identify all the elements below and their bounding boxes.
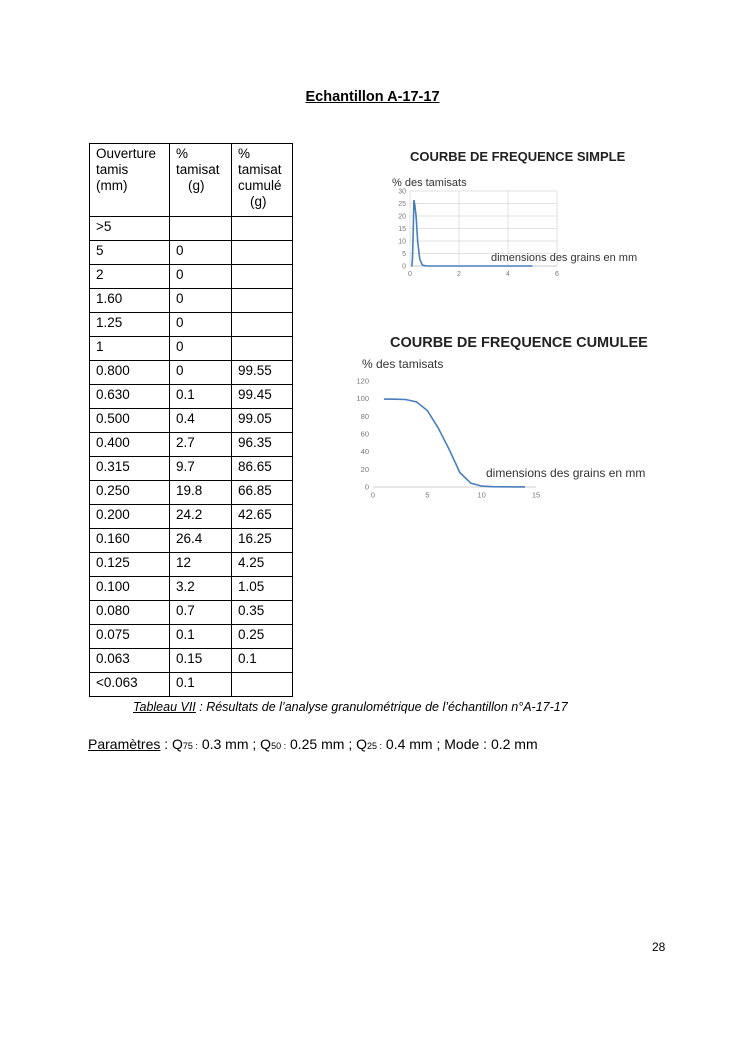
y-tick-label: 0 <box>364 482 369 492</box>
simple-frequency-chart <box>380 140 670 290</box>
q50-value: 0.25 mm ; <box>286 736 357 752</box>
y-tick-label: 10 <box>398 238 406 246</box>
q25-value: 0.4 mm ; Mode : 0.2 mm <box>382 736 538 752</box>
table-row <box>90 241 293 265</box>
table-cell: 0.35 <box>232 601 293 625</box>
q50-sub: 50 : <box>271 741 287 751</box>
y-tick-label: 20 <box>398 213 406 221</box>
table-cell <box>232 217 293 241</box>
table-cell: 0 <box>170 337 232 361</box>
y-tick-label: 100 <box>356 394 369 404</box>
table-cell: 0.4 <box>170 409 232 433</box>
y-tick-label: 30 <box>398 188 406 196</box>
table-row <box>90 673 293 697</box>
table-cell: >5 <box>90 217 170 241</box>
column-header <box>90 144 170 217</box>
q75-prefix: Q <box>172 736 183 752</box>
x-tick-label: 4 <box>506 271 510 278</box>
table-cell: 0.075 <box>90 625 170 649</box>
table-row <box>90 529 293 553</box>
table-row <box>90 385 293 409</box>
table-cell <box>232 289 293 313</box>
cumulative-frequency-chart <box>340 325 660 515</box>
table-cell: 0.1 <box>170 385 232 409</box>
q50-prefix: Q <box>260 736 272 752</box>
table-cell: 0 <box>170 313 232 337</box>
header-line: tamisat <box>238 162 282 177</box>
header-line: (g) <box>250 194 267 209</box>
table-cell: 0 <box>170 241 232 265</box>
table-cell: 99.05 <box>232 409 293 433</box>
table-cell: 0.250 <box>90 481 170 505</box>
y-tick-label: 0 <box>402 263 406 271</box>
table-cell: 0.1 <box>232 649 293 673</box>
table-row <box>90 649 293 673</box>
q75-sub: 75 : <box>182 741 198 751</box>
y-axis-label: % des tamisats <box>392 177 467 189</box>
x-axis-label: dimensions des grains en mm <box>491 252 638 264</box>
header-line: Ouverture <box>96 146 157 161</box>
table-cell: 3.2 <box>170 577 232 601</box>
x-tick-label: 10 <box>477 490 486 500</box>
table-cell: 0.1 <box>170 673 232 697</box>
table-cell: 0.125 <box>90 553 170 577</box>
y-tick-label: 25 <box>398 200 406 208</box>
table-cell: 0.063 <box>90 649 170 673</box>
table-cell: 4.25 <box>232 553 293 577</box>
table-cell: 5 <box>90 241 170 265</box>
table-cell: 12 <box>170 553 232 577</box>
x-tick-label: 0 <box>370 490 376 500</box>
y-axis-label: % des tamisats <box>362 357 444 371</box>
table-row <box>90 625 293 649</box>
table-cell: 26.4 <box>170 529 232 553</box>
table-header-row <box>90 144 293 217</box>
y-tick-label: 120 <box>356 376 369 386</box>
table-cell: 1.05 <box>232 577 293 601</box>
granulometry-table <box>89 143 293 697</box>
table-cell: 0 <box>170 289 232 313</box>
table-cell: 86.65 <box>232 457 293 481</box>
table-cell: 99.45 <box>232 385 293 409</box>
table-cell: 1 <box>90 337 170 361</box>
table-cell <box>232 313 293 337</box>
sample-title: Echantillon A-17-17 <box>305 89 440 105</box>
x-tick-label: 15 <box>531 490 541 500</box>
table-cell: 0.100 <box>90 577 170 601</box>
header-line: (mm) <box>96 178 128 193</box>
q25-prefix: Q <box>356 736 367 752</box>
table-cell: 0.400 <box>90 433 170 457</box>
table-row <box>90 361 293 385</box>
column-header <box>170 144 232 217</box>
table-row <box>90 481 293 505</box>
table-cell: 0.7 <box>170 601 232 625</box>
caption-text: : Résultats de l’analyse granulométrique de l’échantillon n°A-17-17 <box>195 700 568 714</box>
page-number: 28 <box>652 940 666 954</box>
parameters-line <box>88 736 538 752</box>
table-cell <box>232 337 293 361</box>
table-row <box>90 577 293 601</box>
x-tick-label: 2 <box>457 271 461 278</box>
table-cell: 9.7 <box>170 457 232 481</box>
table-cell: <0.063 <box>90 673 170 697</box>
header-line: (g) <box>188 178 205 193</box>
y-tick-label: 80 <box>360 411 369 421</box>
table-cell: 24.2 <box>170 505 232 529</box>
header-line: % <box>238 146 251 161</box>
table-row <box>90 505 293 529</box>
table-cell: 0 <box>170 265 232 289</box>
table-cell: 16.25 <box>232 529 293 553</box>
table-cell: 0.200 <box>90 505 170 529</box>
table-row <box>90 601 293 625</box>
table-cell: 19.8 <box>170 481 232 505</box>
caption-label: Tableau VII <box>133 700 196 714</box>
table-cell: 96.35 <box>232 433 293 457</box>
table-cell: 0.500 <box>90 409 170 433</box>
table-row <box>90 289 293 313</box>
table-cell: 2.7 <box>170 433 232 457</box>
table-row <box>90 457 293 481</box>
table-cell: 0.160 <box>90 529 170 553</box>
chart-title: COURBE DE FREQUENCE SIMPLE <box>410 149 626 164</box>
table-cell: 66.85 <box>232 481 293 505</box>
q75-value: 0.3 mm ; <box>197 736 261 752</box>
x-tick-label: 5 <box>425 490 430 500</box>
table-cell: 0.25 <box>232 625 293 649</box>
params-sep: : <box>160 736 173 752</box>
table-cell: 0.15 <box>170 649 232 673</box>
x-axis-label: dimensions des grains en mm <box>486 466 646 480</box>
table-cell: 0.080 <box>90 601 170 625</box>
q25-sub: 25 : <box>367 741 383 751</box>
table-cell: 0.800 <box>90 361 170 385</box>
x-tick-label: 6 <box>555 271 559 278</box>
table-cell: 42.65 <box>232 505 293 529</box>
table-row <box>90 337 293 361</box>
y-tick-label: 60 <box>360 429 369 439</box>
x-tick-label: 0 <box>408 271 412 278</box>
table-cell: 2 <box>90 265 170 289</box>
table-cell <box>232 241 293 265</box>
table-cell: 0.315 <box>90 457 170 481</box>
header-line: tamisat <box>176 162 220 177</box>
table-row <box>90 265 293 289</box>
table-cell: 0.630 <box>90 385 170 409</box>
column-header <box>232 144 293 217</box>
table-cell: 1.25 <box>90 313 170 337</box>
y-tick-label: 40 <box>360 447 369 457</box>
table-row <box>90 553 293 577</box>
table-cell: 0 <box>170 361 232 385</box>
table-cell <box>232 673 293 697</box>
table-row <box>90 217 293 241</box>
table-cell: 99.55 <box>232 361 293 385</box>
table-caption <box>133 700 568 714</box>
header-line: cumulé <box>238 178 282 193</box>
table-row <box>90 313 293 337</box>
chart-title: COURBE DE FREQUENCE CUMULEE <box>390 335 648 351</box>
table-cell <box>170 217 232 241</box>
header-line: tamis <box>96 162 129 177</box>
y-tick-label: 20 <box>360 464 369 474</box>
table-cell: 1.60 <box>90 289 170 313</box>
table-row <box>90 409 293 433</box>
y-tick-label: 5 <box>402 250 406 258</box>
table-cell <box>232 265 293 289</box>
header-line: % <box>176 146 189 161</box>
table-row <box>90 433 293 457</box>
y-tick-label: 15 <box>398 225 406 233</box>
table-cell: 0.1 <box>170 625 232 649</box>
params-label: Paramètres <box>88 736 161 752</box>
